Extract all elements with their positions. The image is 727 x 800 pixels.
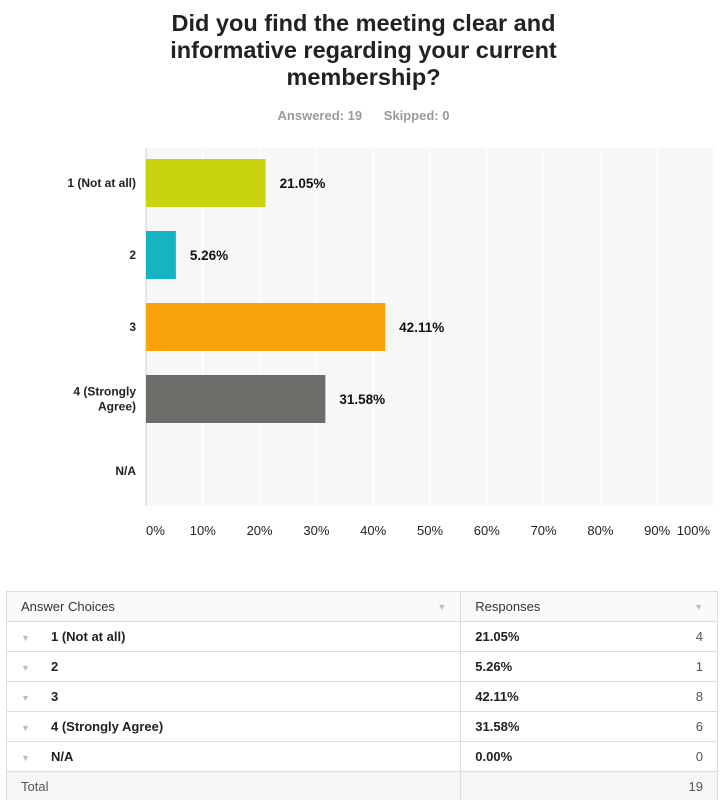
response-percent: 0.00%	[475, 749, 513, 764]
data-label: 31.58%	[339, 392, 386, 407]
data-label: 42.11%	[399, 320, 445, 335]
responses-header[interactable]	[461, 592, 718, 622]
question-title-line: Did you find the meeting clear and	[171, 10, 556, 36]
bar	[146, 375, 325, 423]
answer-choices-header-label: Answer Choices	[21, 599, 115, 614]
x-tick-label: 70%	[530, 523, 557, 538]
response-percent: 21.05%	[475, 629, 520, 644]
bar	[146, 231, 176, 279]
x-tick-label: 40%	[360, 523, 387, 538]
skipped-count: Skipped: 0	[383, 108, 450, 123]
x-tick-label: 90%	[644, 523, 671, 538]
x-tick-label: 10%	[189, 523, 216, 538]
response-stats	[0, 108, 727, 123]
choice-cell	[7, 682, 461, 712]
response-cell	[461, 742, 718, 772]
data-label: 5.26%	[189, 248, 229, 263]
response-count: 4	[695, 629, 703, 644]
total-count: 19	[688, 779, 703, 794]
total-label-cell	[7, 772, 461, 800]
choice-label: 2	[51, 659, 59, 674]
expand-caret-icon[interactable]: ▼	[21, 663, 30, 673]
choice-label: N/A	[51, 749, 74, 764]
category-label: N/A	[115, 464, 136, 478]
choice-label: 3	[51, 689, 59, 704]
category-label: 1 (Not at all)	[67, 176, 136, 190]
response-cell	[461, 682, 718, 712]
answer-choices-header[interactable]	[7, 592, 461, 622]
choice-cell	[7, 712, 461, 742]
data-label: 21.05%	[279, 176, 326, 191]
x-tick-label: 100%	[676, 523, 710, 538]
response-count: 6	[695, 719, 703, 734]
table-row	[7, 682, 718, 712]
table-row	[7, 652, 718, 682]
response-cell	[461, 712, 718, 742]
table-row	[7, 742, 718, 772]
expand-caret-icon[interactable]: ▼	[21, 693, 30, 703]
category-label: 3	[129, 320, 136, 334]
response-percent: 5.26%	[475, 659, 513, 674]
expand-caret-icon[interactable]: ▼	[21, 633, 30, 643]
sort-caret-icon[interactable]: ▼	[437, 601, 447, 612]
response-count: 0	[695, 749, 703, 764]
question-title	[0, 10, 727, 91]
total-count-cell	[461, 772, 718, 800]
answered-count: Answered: 19	[277, 108, 363, 123]
x-tick-label: 60%	[473, 523, 500, 538]
x-tick-label: 0%	[146, 523, 165, 538]
question-title-line: informative regarding your current	[170, 37, 557, 63]
expand-caret-icon[interactable]: ▼	[21, 753, 30, 763]
response-cell	[461, 652, 718, 682]
expand-caret-icon[interactable]: ▼	[21, 723, 30, 733]
response-cell	[461, 622, 718, 652]
choice-cell	[7, 742, 461, 772]
responses-header-label: Responses	[475, 599, 541, 614]
x-tick-label: 30%	[303, 523, 330, 538]
table-header-row	[7, 592, 718, 622]
choice-cell	[7, 652, 461, 682]
x-tick-label: 50%	[416, 523, 444, 538]
table-row	[7, 712, 718, 742]
choice-label: 1 (Not at all)	[51, 629, 126, 644]
choice-label: 4 (Strongly Agree)	[51, 719, 164, 734]
results-table	[6, 591, 718, 800]
category-label: 4 (Strongly	[73, 384, 136, 399]
bar-chart	[0, 140, 727, 550]
x-tick-label: 80%	[587, 523, 614, 538]
category-label: 2	[129, 248, 136, 262]
response-percent: 42.11%	[475, 689, 519, 704]
total-label: Total	[21, 779, 49, 794]
total-row	[7, 772, 718, 800]
choice-cell	[7, 622, 461, 652]
bar	[146, 159, 266, 207]
category-label: Agree)	[97, 399, 136, 414]
response-count: 1	[695, 659, 703, 674]
x-tick-label: 20%	[246, 523, 273, 538]
table-row	[7, 622, 718, 652]
response-count: 8	[695, 689, 703, 704]
response-percent: 31.58%	[475, 719, 520, 734]
question-title-line: membership?	[286, 64, 441, 90]
sort-caret-icon[interactable]: ▼	[694, 601, 703, 612]
bar	[146, 303, 385, 351]
